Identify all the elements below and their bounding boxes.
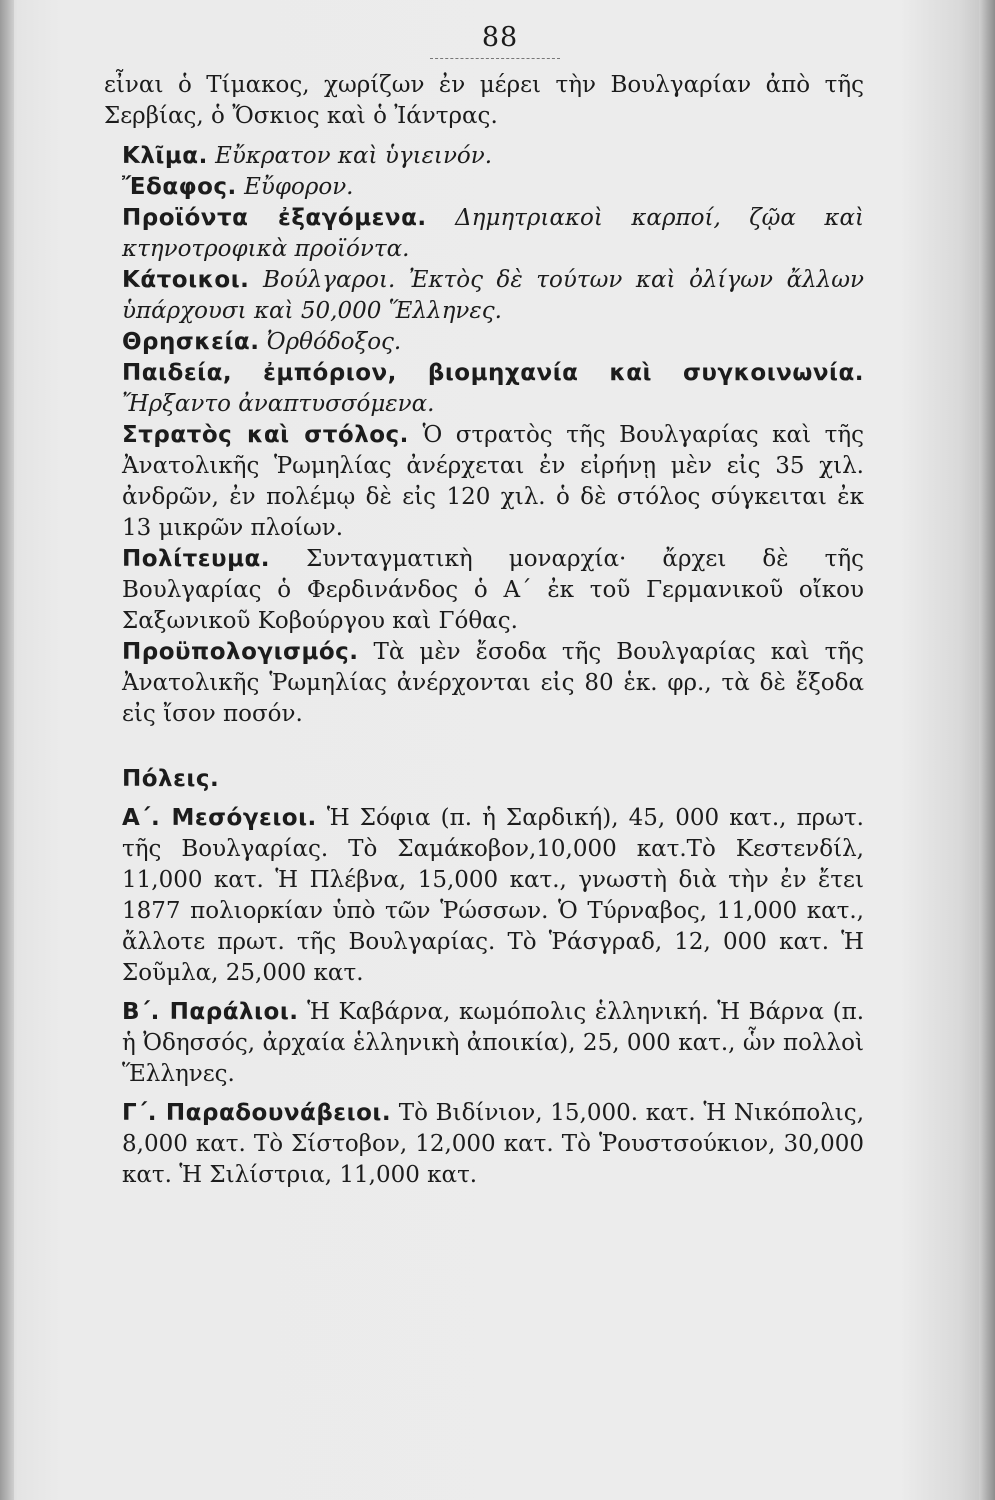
- paragraph-text: Εὔφορον.: [244, 174, 354, 200]
- section-heading: Κλῖμα.: [122, 143, 208, 169]
- section-heading: Κάτοικοι.: [122, 267, 250, 293]
- page-number: 88: [481, 22, 519, 53]
- paragraph-text: Ὁ στρατὸς τῆς Βουλγαρίας καὶ τῆς Ἀνατολικῆς Ῥωμηλίας ἀνέρχεται ἐν εἰρήνῃ μὲν εἰς 35 χιλ. ἀνδρῶν, ἐν πολέμῳ δὲ εἰς 120 χιλ. ὁ δὲ στόλος σύγκειται ἐκ 13 μικρῶν πλοίων.: [122, 422, 864, 541]
- paragraph-text: Βούλγαροι. Ἐκτὸς δὲ τούτων καὶ ὀλίγων ἄλλων ὑπάρχουσι καὶ 50,000 Ἕλληνες.: [122, 267, 864, 324]
- section-heading: Πολίτευμα.: [122, 546, 271, 572]
- city-group-text: Τὸ Βιδίνιον, 15,000. κατ. Ἡ Νικόπολις, 8,000 κατ. Τὸ Σίστοβον, 12,000 κατ. Τὸ Ῥουστσούκιον, 30,000 κατ. Ἡ Σιλίστρια, 11,000 κατ.: [122, 1100, 865, 1188]
- continuation-paragraph: [104, 70, 864, 132]
- paragraph-text: Εὔκρατον καὶ ὑγιεινόν.: [215, 143, 493, 169]
- paragraph-text: εἶναι ὁ Τίμακος, χωρίζων ἐν μέρει τὴν Βουλγαρίαν ἀπὸ τῆς Σερβίας, ὁ Ὄσκιος καὶ ὁ Ἰάντρας.: [104, 72, 864, 129]
- paragraph-government: [104, 544, 864, 637]
- page-gutter-shadow: [0, 0, 14, 1500]
- paragraph-religion: [104, 327, 864, 358]
- paragraph-budget: [104, 637, 864, 730]
- section-heading: Θρησκεία.: [122, 329, 260, 355]
- paragraph-text: Ὀρθόδοξος.: [266, 329, 402, 355]
- section-heading: Ἔδαφος.: [122, 174, 237, 200]
- paragraph-army: [104, 420, 864, 544]
- paragraph-text: Τὰ μὲν ἔσοδα τῆς Βουλγαρίας καὶ τῆς Ἀνατολικῆς Ῥωμηλίας ἀνέρχονται εἰς 80 ἑκ. φρ., τὰ δὲ ἔξοδα εἰς ἴσον ποσόν.: [122, 639, 865, 727]
- page-text: [104, 70, 864, 1191]
- section-heading: Προϊόντα ἐξαγόμενα.: [122, 205, 427, 231]
- cities-coastal: [104, 997, 864, 1090]
- city-group-heading: Α΄. Μεσόγειοι.: [122, 805, 317, 831]
- cities-inland: [104, 803, 864, 989]
- cities-heading-paragraph: [104, 764, 864, 795]
- paragraph-exports: [104, 203, 864, 265]
- section-heading: Παιδεία, ἐμπόριον, βιομηχανία καὶ συγκοινωνία.: [122, 360, 864, 386]
- city-group-heading: Β΄. Παράλιοι.: [122, 999, 299, 1025]
- paragraph-text: Συνταγματικὴ μοναρχία· ἄρχει δὲ τῆς Βουλγαρίας ὁ Φερδινάνδος ὁ Α΄ ἐκ τοῦ Γερμανικοῦ οἴκου Σαξωνικοῦ Κοβούργου καὶ Γόθας.: [122, 546, 864, 634]
- section-heading: Προϋπολογισμός.: [122, 639, 359, 665]
- page-edge-shadow: [979, 0, 995, 1500]
- paragraph-climate: [104, 141, 864, 172]
- city-group-heading: Γ΄. Παραδουνάβειοι.: [122, 1100, 392, 1126]
- city-group-text: Ἡ Σόφια (π. ἡ Σαρδική), 45, 000 κατ., πρωτ. τῆς Βουλγαρίας. Τὸ Σαμάκοβον,10,000 κατ.Τὸ Κεστενδίλ, 11,000 κατ. Ἡ Πλέβνα, 15,000 κατ., γνωστὴ διὰ τὴν ἐν ἔτει 1877 πολιορκίαν ὑπὸ τῶν Ῥώσσων. Ὁ Τύρναβος, 11,000 κατ., ἄλλοτε πρωτ. τῆς Βουλγαρίας. Τὸ Ῥάσγραδ, 12, 000 κατ. Ἡ Σοῦμλα, 25,000 κατ.: [122, 805, 864, 986]
- city-group-text: Ἡ Καβάρνα, κωμόπολις ἑλληνική. Ἡ Βάρνα (π. ἡ Ὀδησσός, ἀρχαία ἑλληνικὴ ἀποικία), 25, 000 κατ., ὧν πολλοὶ Ἕλληνες.: [122, 999, 865, 1087]
- paragraph-inhabitants: [104, 265, 864, 327]
- paragraph-text: Ἤρξαντο ἀναπτυσσόμενα.: [122, 391, 435, 417]
- cities-heading: Πόλεις.: [122, 766, 220, 792]
- paragraph-soil: [104, 172, 864, 203]
- paragraph-text: Δημητριακοὶ καρποί, ζῷα καὶ κτηνοτροφικὰ προϊόντα.: [122, 205, 864, 262]
- section-heading: Στρατὸς καὶ στόλος.: [122, 422, 409, 448]
- page-number-rule: [430, 58, 560, 60]
- cities-danubian: [104, 1098, 864, 1191]
- paragraph-education: [104, 358, 864, 420]
